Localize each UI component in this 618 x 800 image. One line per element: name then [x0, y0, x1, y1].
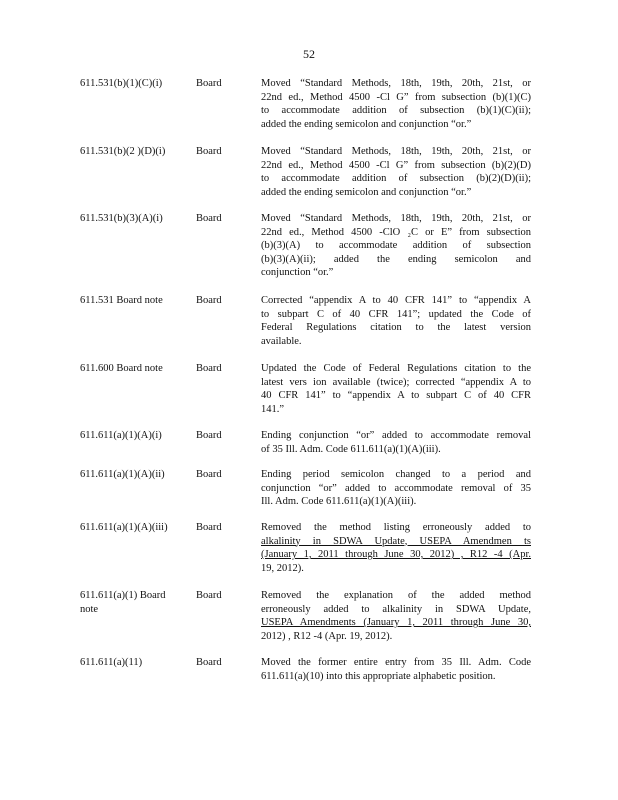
agency-cell: Board: [196, 295, 222, 306]
section-cell: 611.600 Board note: [80, 363, 163, 374]
section-cell: 611.611(a)(11): [80, 657, 143, 668]
section-cell: 611.531(b)(2 )(D)(i): [80, 146, 166, 157]
description-line: to accommodate addition of subsection (b)(1)(C)(ii);: [261, 105, 531, 116]
description-line: Moved the former entire entry from 35 Ill. Adm. Code: [261, 657, 531, 668]
description-line: erroneously added to alkalinity in SDWA Update,: [261, 603, 531, 615]
description-cell: [261, 468, 531, 509]
description-line: (b)(3)(A) to accommodate addition of subsection: [261, 240, 531, 251]
description-line: Federal Regulations citation to the latest version: [261, 322, 531, 333]
description-line: Updated the Code of Federal Regulations citation to the: [261, 363, 531, 374]
description-line: 22nd ed., Method 4500 -Cl G” from subsection (b)(1)(C): [261, 91, 531, 103]
description-cell: [261, 589, 531, 643]
description-line: 2012) , R12 -4 (Apr. 19, 2012).: [261, 630, 393, 642]
description-cell: [261, 145, 531, 199]
description-line: latest vers ion available (twice); corrected “appendix A to: [261, 376, 531, 388]
agency-cell: Board: [196, 430, 222, 441]
section-cell: 611.611(a)(1)(A)(iii): [80, 522, 168, 533]
section-cell: 611.611(a)(1)(A)(i): [80, 430, 162, 441]
agency-cell: Board: [196, 657, 222, 668]
description-line: added the ending semicolon and conjunction “or.”: [261, 186, 472, 198]
agency-cell: Board: [196, 590, 222, 601]
description-line: Removed the explanation of the added method: [261, 590, 531, 601]
description-line: (b)(3)(A)(ii); added the ending semicolon and: [261, 253, 531, 265]
section-cell: 611.531 Board note: [80, 295, 163, 306]
description-line: 40 CFR 141” to “appendix A to subpart C of 40 CFR: [261, 390, 531, 401]
description-cell: [261, 429, 531, 456]
description-line: to accommodate addition of subsection (b)(2)(D)(ii);: [261, 173, 531, 184]
description-line: Ill. Adm. Code 611.611(a)(1)(A)(iii).: [261, 496, 417, 507]
description-line: Ending period semicolon changed to a period and: [261, 469, 531, 480]
description-line: 22nd ed., Method 4500 -ClO ₂C or E” from subsection: [261, 226, 531, 238]
description-line: alkalinity in SDWA Update, USEPA Amendmen ts: [261, 535, 531, 547]
description-line: USEPA Amendments (January 1, 2011 through June 30,: [261, 617, 531, 628]
agency-cell: Board: [196, 78, 222, 89]
description-cell: [261, 521, 531, 575]
description-line: Removed the method listing erroneously added to: [261, 522, 531, 533]
agency-cell: Board: [196, 363, 222, 374]
description-line: conjunction “or.”: [261, 267, 334, 278]
page-number: 52: [303, 47, 315, 61]
description-line: 22nd ed., Method 4500 -Cl G” from subsection (b)(2)(D): [261, 159, 531, 171]
agency-cell: Board: [196, 146, 222, 157]
description-line: Moved “Standard Methods, 18th, 19th, 20th, 21st, or: [261, 146, 531, 157]
description-line: conjunction “or” added to accommodate removal of 35: [261, 482, 531, 494]
description-line: (January 1, 2011 through June 30, 2012) , R12 -4 (Apr.: [261, 549, 531, 560]
section-cell: 611.611(a)(1) Board note: [80, 590, 166, 615]
description-line: Moved “Standard Methods, 18th, 19th, 20th, 21st, or: [261, 78, 531, 89]
description-cell: [261, 362, 531, 416]
description-line: Corrected “appendix A to 40 CFR 141” to “appendix A: [261, 295, 531, 306]
description-line: added the ending semicolon and conjunction “or.”: [261, 118, 472, 130]
section-cell: 611.611(a)(1)(A)(ii): [80, 469, 165, 480]
description-cell: [261, 294, 531, 348]
agency-cell: Board: [196, 213, 222, 224]
section-cell: 611.531(b)(3)(A)(i): [80, 213, 163, 224]
description-line: available.: [261, 335, 302, 347]
description-line: 611.611(a)(10) into this appropriate alphabetic position.: [261, 670, 496, 682]
description-line: of 35 Ill. Adm. Code 611.611(a)(1)(A)(iii).: [261, 443, 441, 455]
description-cell: [261, 77, 531, 131]
agency-cell: Board: [196, 522, 222, 533]
description-line: 141.”: [261, 403, 285, 415]
description-cell: [261, 656, 531, 683]
description-line: 19, 2012).: [261, 562, 304, 574]
description-line: to subpart C of 40 CFR 141”; updated the Code of: [261, 308, 531, 320]
section-cell: 611.531(b)(1)(C)(i): [80, 78, 163, 89]
agency-cell: Board: [196, 469, 222, 480]
description-line: Ending conjunction “or” added to accommodate removal: [261, 430, 531, 441]
description-line: Moved “Standard Methods, 18th, 19th, 20th, 21st, or: [261, 213, 531, 224]
description-cell: [261, 212, 531, 280]
